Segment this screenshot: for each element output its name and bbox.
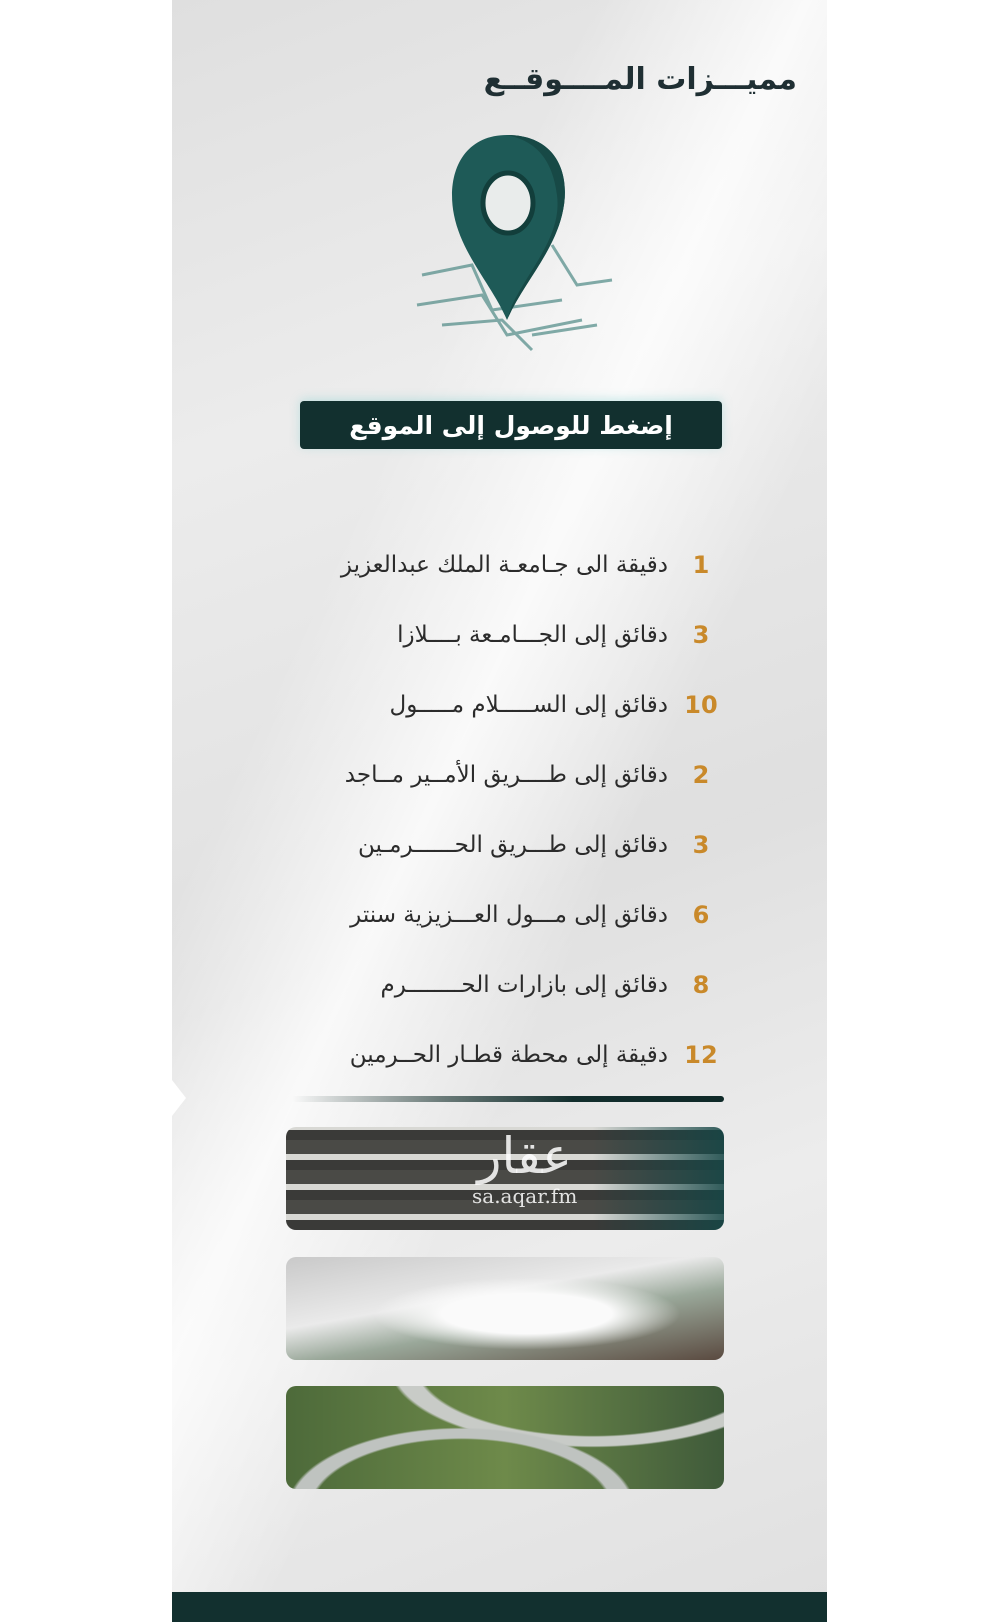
- minutes-value: 10: [684, 691, 718, 719]
- feature-label: دقائق إلى طــــريق الأمــير مــاجد: [344, 762, 668, 788]
- map-pin-icon: [412, 135, 622, 365]
- feature-label: دقيقة إلى محطة قطـار الحــرمين: [349, 1042, 668, 1068]
- list-item: [272, 740, 722, 810]
- list-item: [272, 950, 722, 1020]
- minutes-value: 3: [692, 621, 710, 649]
- minutes-value: 2: [692, 761, 710, 789]
- watermark: [472, 1128, 577, 1208]
- watermark-logo: عقار: [477, 1127, 572, 1185]
- feature-label: دقيقة الى جـامعـة الملك عبدالعزيز: [340, 552, 668, 578]
- chevron-right-icon[interactable]: [172, 1080, 186, 1116]
- go-to-location-button[interactable]: إضغط للوصول إلى الموقع: [300, 401, 722, 449]
- list-item: [272, 880, 722, 950]
- minutes-value: 12: [684, 1041, 718, 1069]
- divider: [292, 1096, 724, 1102]
- feature-label: دقائق إلى بازارات الحــــــــرم: [380, 972, 668, 998]
- train-photo: [286, 1257, 724, 1360]
- minutes-value: 3: [692, 831, 710, 859]
- page-title: مميـــزات المــــوقــع: [483, 62, 797, 97]
- feature-label: دقائق إلى الســـــلام مـــــول: [389, 692, 668, 718]
- list-item: [272, 600, 722, 670]
- highway-interchange-photo: [286, 1386, 724, 1489]
- minutes-value: 1: [692, 551, 710, 579]
- list-item: [272, 670, 722, 740]
- list-item: [272, 530, 722, 600]
- feature-list: [272, 530, 722, 1090]
- location-features-panel: [172, 0, 827, 1622]
- minutes-value: 8: [692, 971, 710, 999]
- footer-bar: [172, 1592, 827, 1622]
- feature-label: دقائق إلى مـــول العـــزيزية سنتر: [350, 902, 668, 928]
- watermark-url: sa.aqar.fm: [472, 1184, 578, 1208]
- list-item: [272, 810, 722, 880]
- minutes-value: 6: [692, 901, 710, 929]
- feature-label: دقائق إلى طـــريق الحــــــرمـين: [358, 832, 668, 858]
- list-item: [272, 1020, 722, 1090]
- feature-label: دقائق إلى الجـــامـعة بــــلازا: [397, 622, 668, 648]
